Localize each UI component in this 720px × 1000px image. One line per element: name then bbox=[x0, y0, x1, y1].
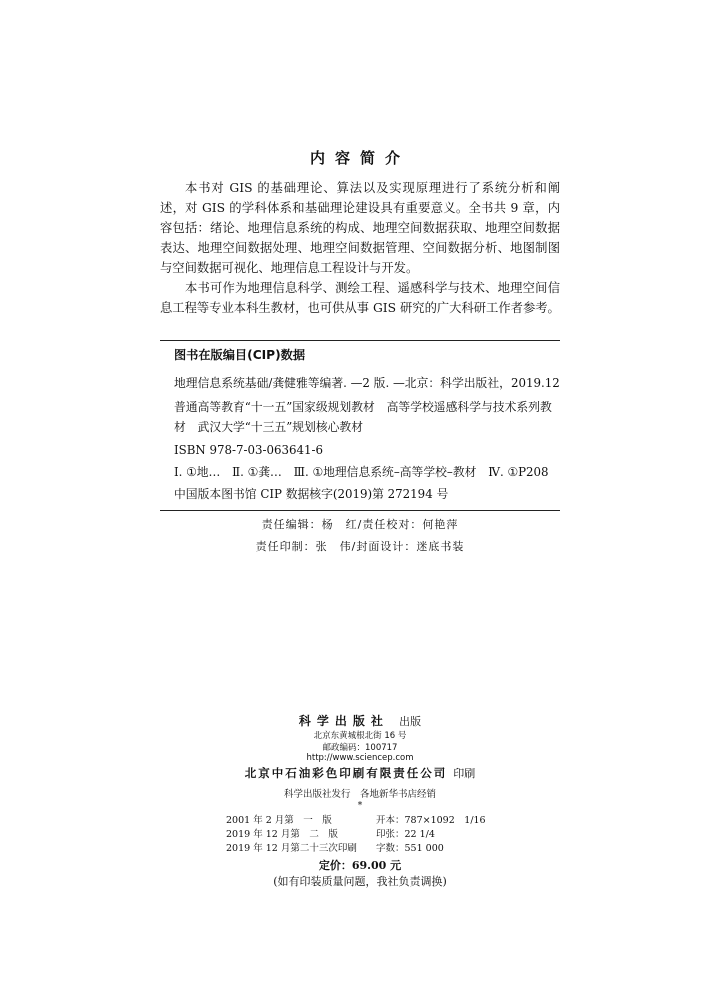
edition-spec: 印张：22 1/4 bbox=[376, 829, 435, 840]
edition-row bbox=[226, 812, 486, 826]
edition-date: 2019 年 12 月第二十三次印刷 bbox=[226, 843, 357, 854]
edition-spec: 开本：787×1092 1/16 bbox=[376, 815, 486, 826]
distribution-line: 科学出版社发行 各地新华书店经销 bbox=[283, 789, 436, 800]
edition-date: 2001 年 2 月第 一 版 bbox=[226, 815, 332, 826]
cip-series: 普通高等教育“十一五”国家级规划教材 高等学校遥感科学与技术系列教材 武汉大学“十三五”规划核心教材 bbox=[174, 400, 552, 434]
cip-verify: 中国版本图书馆 CIP 数据核字(2019)第 272194 号 bbox=[174, 487, 449, 501]
edition-row bbox=[226, 826, 435, 840]
summary-title: 内容简介 bbox=[309, 149, 410, 167]
publisher-postcode: 邮政编码：100717 bbox=[322, 743, 398, 753]
summary-body bbox=[160, 178, 560, 318]
cip-heading: 图书在版编目(CIP)数据 bbox=[174, 348, 306, 362]
publisher-website: http://www.sciencep.com bbox=[306, 753, 414, 763]
printer-suffix: 印刷 bbox=[453, 767, 476, 780]
quality-notice: (如有印装质量问题，我社负责调换) bbox=[273, 875, 447, 888]
cip-bottom-rule bbox=[160, 510, 560, 511]
cip-isbn: ISBN 978-7-03-063641-6 bbox=[174, 443, 323, 457]
publisher-suffix: 出版 bbox=[399, 715, 422, 728]
printer-line bbox=[160, 765, 560, 781]
staff-production: 责任印制：张 伟/封面设计：迷底书装 bbox=[255, 540, 465, 553]
cip-record: 地理信息系统基础/龚健雅等编著. —2 版. —北京：科学出版社，2019.12 bbox=[174, 376, 560, 390]
price: 定价：69.00 元 bbox=[318, 859, 402, 872]
edition-spec: 字数：551 000 bbox=[376, 843, 444, 854]
publisher-name: 科学出版社 bbox=[298, 714, 389, 728]
publisher-address: 北京东黄城根北街 16 号 bbox=[313, 731, 407, 741]
summary-paragraph: 本书可作为地理信息科学、测绘工程、遥感科学与技术、地理空间信息工程等专业本科生教材，也可供从事 GIS 研究的广大科研工作者参考。 bbox=[160, 281, 560, 315]
separator-star: * bbox=[357, 801, 363, 811]
edition-row bbox=[226, 840, 444, 854]
cip-classification: Ⅰ. ①地… Ⅱ. ①龚… Ⅲ. ①地理信息系统–高等学校–教材 Ⅳ. ①P208 bbox=[174, 465, 549, 479]
edition-date: 2019 年 12 月第 二 版 bbox=[226, 829, 338, 840]
publisher-line bbox=[160, 712, 560, 729]
printer-name: 北京中石油彩色印刷有限责任公司 bbox=[244, 766, 448, 780]
cip-top-rule bbox=[160, 340, 560, 341]
staff-editors: 责任编辑：杨 红/责任校对：何艳萍 bbox=[261, 518, 459, 531]
summary-paragraph: 本书对 GIS 的基础理论、算法以及实现原理进行了系统分析和阐述，对 GIS 的学科体系和基础理论建设具有重要意义。全书共 9 章，内容包括：绪论、地理信息系统的构成、地理空间数据获取、地理空间数据表达、地理空间数据处理、地理空间数据管理、空间数据分析、地图制图与空间数据可视化、地理信息工程设计与开发。 bbox=[160, 181, 560, 275]
